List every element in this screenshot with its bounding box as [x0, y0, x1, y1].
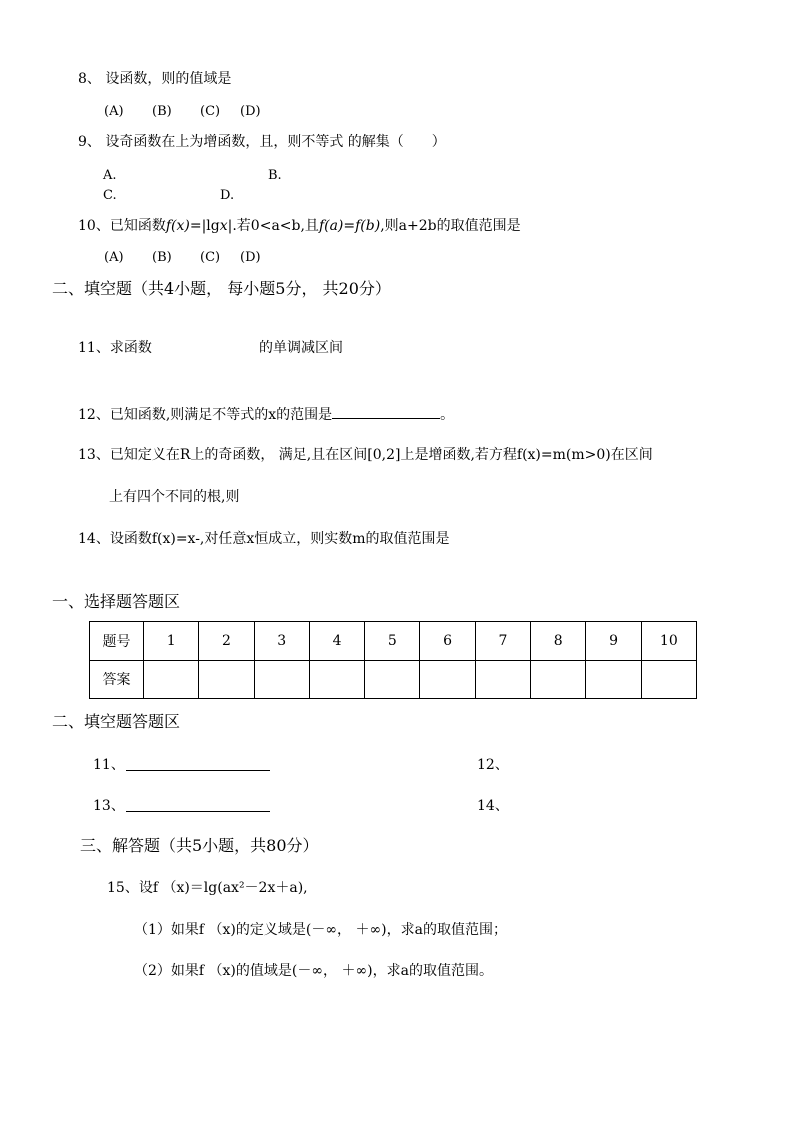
question-15-text: 15、设f （x)＝lg(ax²－2x＋a),: [107, 880, 308, 896]
header-label-cell: 题号: [90, 622, 144, 661]
answer-cell[interactable]: [531, 660, 586, 699]
q10-prefix: 10、已知函数: [78, 218, 166, 234]
number-cell: 9: [586, 622, 641, 661]
mc-answer-table: [89, 621, 697, 699]
section-2-title: 二、填空题（共4小题， 每小题5分， 共20分）: [52, 279, 391, 298]
q10-suffix: ,则a+2b的取值范围是: [380, 218, 521, 234]
section-3-title: 三、解答题（共5小题，共80分）: [80, 836, 319, 855]
question-11-suffix: 的单调减区间: [259, 340, 343, 356]
blank-11-line[interactable]: [126, 770, 270, 771]
q10-option-c: (C): [200, 250, 221, 265]
q8-option-d: (D): [240, 104, 261, 119]
q10-x: x: [219, 218, 228, 234]
q10-fx: f(x): [165, 218, 190, 234]
q9-option-c: C.: [103, 188, 117, 203]
answer-cell[interactable]: [641, 660, 696, 699]
q12-blank[interactable]: [332, 404, 440, 419]
q8-option-b: (B): [152, 104, 172, 119]
answer-cell[interactable]: [309, 660, 364, 699]
question-9-text: 9、 设奇函数在上为增函数，且，则不等式 的解集（ ）: [78, 134, 446, 150]
q12-suffix: 。: [440, 407, 455, 423]
q10-condition: |.若0<a<b,且: [227, 218, 319, 234]
blank-14-label: 14、: [477, 798, 509, 814]
table-row: [90, 622, 697, 661]
answer-cell[interactable]: [199, 660, 254, 699]
blank-13-line[interactable]: [126, 811, 270, 812]
blank-11-label: 11、: [93, 757, 125, 773]
q8-option-a: (A): [104, 104, 124, 119]
number-cell: 4: [309, 622, 364, 661]
answer-cell[interactable]: [254, 660, 309, 699]
q9-option-d: D.: [220, 188, 235, 203]
q10-equals: =: [343, 218, 356, 234]
question-8-text: 8、 设函数，则的值域是: [78, 71, 232, 87]
question-15-part-1: （1）如果f （x)的定义域是(－∞， ＋∞)，求a的取值范围；: [134, 922, 507, 938]
question-12-text: [78, 404, 454, 424]
number-cell: 10: [641, 622, 696, 661]
q10-fb: f(b): [355, 218, 381, 234]
answer-cell[interactable]: [365, 660, 420, 699]
question-13-line2: 上有四个不同的根,则: [109, 489, 240, 505]
table-row: [90, 660, 697, 699]
question-15-part-2: （2）如果f （x)的值域是(－∞， ＋∞)，求a的取值范围。: [134, 963, 493, 979]
question-14-text: 14、设函数f(x)=x-,对任意x恒成立，则实数m的取值范围是: [78, 531, 450, 547]
number-cell: 3: [254, 622, 309, 661]
answer-cell[interactable]: [420, 660, 475, 699]
question-11-prefix: 11、求函数: [78, 340, 152, 356]
answer-cell[interactable]: [144, 660, 199, 699]
number-cell: 7: [475, 622, 530, 661]
number-cell: 5: [365, 622, 420, 661]
blank-13-label: 13、: [93, 798, 125, 814]
number-cell: 6: [420, 622, 475, 661]
q10-option-b: (B): [152, 250, 172, 265]
question-13-line1: 13、已知定义在R上的奇函数， 满足,且在区间[0,2]上是增函数,若方程f(x)=m(m>0)在区间: [78, 447, 653, 463]
q10-option-a: (A): [104, 250, 124, 265]
number-cell: 1: [144, 622, 199, 661]
q12-prefix: 12、已知函数,则满足不等式的x的范围是: [78, 407, 333, 423]
answer-area-fill-title: 二、填空题答题区: [52, 712, 181, 731]
q10-option-d: (D): [240, 250, 261, 265]
question-10-text: [78, 217, 521, 235]
number-cell: 2: [199, 622, 254, 661]
q10-abs-lg: =|lg: [189, 218, 220, 234]
q10-fa: f(a): [318, 218, 344, 234]
number-cell: 8: [531, 622, 586, 661]
answer-area-mc-title: 一、选择题答题区: [52, 592, 181, 611]
answer-cell[interactable]: [586, 660, 641, 699]
q9-option-b: B.: [268, 168, 282, 183]
answer-cell[interactable]: [475, 660, 530, 699]
blank-12-label: 12、: [477, 757, 509, 773]
q9-option-a: A.: [103, 168, 117, 183]
answer-label-cell: 答案: [90, 660, 144, 699]
q8-option-c: (C): [200, 104, 221, 119]
